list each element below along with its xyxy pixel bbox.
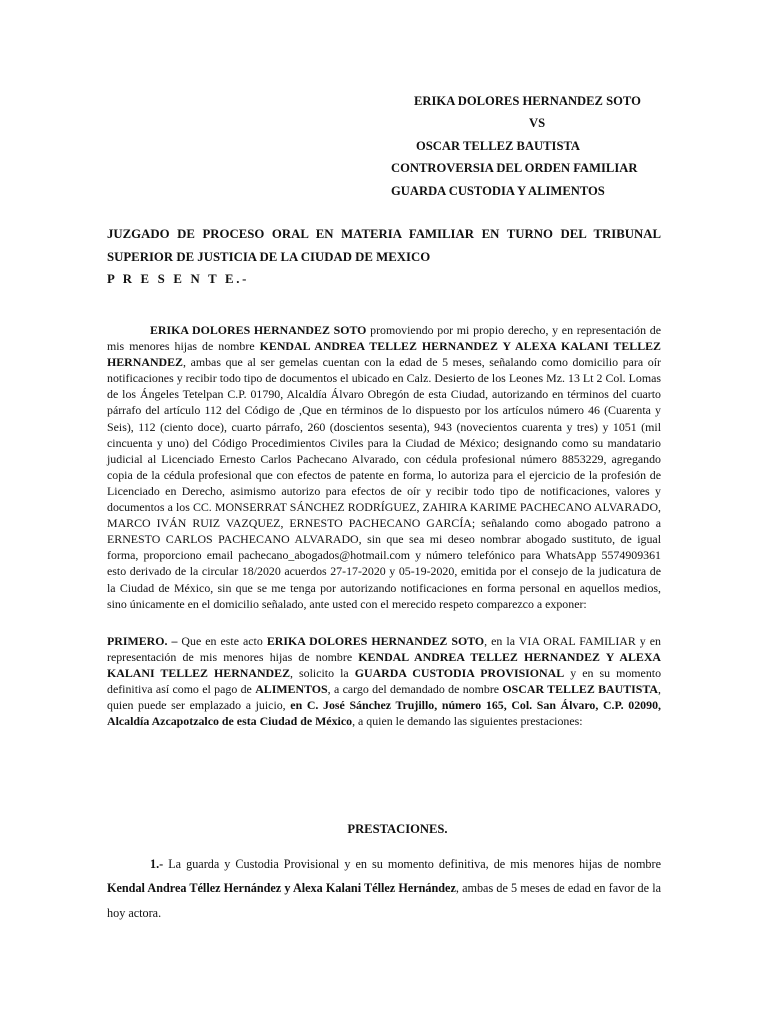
primero-text-4: y en su momento definitiva así como el pago de bbox=[107, 666, 662, 697]
versus-label: VS bbox=[529, 116, 546, 131]
court-name-line-2: SUPERIOR DE JUSTICIA DE LA CIUDAD DE MEXICO bbox=[107, 249, 431, 264]
court-address-block bbox=[107, 223, 661, 291]
case-caption bbox=[0, 90, 768, 202]
prestacion-number: 1.- bbox=[150, 857, 164, 871]
alimentos-bold: ALIMENTOS bbox=[255, 682, 328, 697]
case-matter: GUARDA CUSTODIA Y ALIMENTOS bbox=[391, 183, 605, 198]
court-name-line-1: JUZGADO DE PROCESO ORAL EN MATERIA FAMILIAR EN TURNO DEL TRIBUNAL bbox=[107, 227, 661, 241]
minors-names-bold: KENDAL ANDREA TELLEZ HERNANDEZ Y ALEXA KALANI TELLEZ HERNANDEZ bbox=[107, 339, 661, 370]
prestaciones-heading: PRESTACIONES. bbox=[347, 822, 448, 836]
plaintiff-name: ERIKA DOLORES HERNANDEZ SOTO bbox=[414, 94, 641, 108]
case-type: CONTROVERSIA DEL ORDEN FAMILIAR bbox=[391, 161, 638, 176]
primero-text-2: , en la VIA ORAL FAMILIAR y en representación de mis menores hijas de nombre bbox=[107, 634, 661, 665]
primero-label: PRIMERO. – bbox=[107, 634, 178, 648]
primero-text-5: , a cargo del demandado de nombre bbox=[327, 682, 503, 697]
intro-text-1: promoviendo por mi propio derecho, y en representación de mis menores hijas de nombre bbox=[107, 323, 661, 354]
prestacion-names-bold: Kendal Andrea Téllez Hernández y Alexa Kalani Téllez Hernández bbox=[107, 881, 456, 896]
defendant-name: OSCAR TELLEZ BAUTISTA bbox=[416, 138, 581, 153]
presente-salutation: P R E S E N T E.- bbox=[107, 272, 250, 286]
primero-paragraph bbox=[107, 633, 661, 730]
defendant-name-bold: OSCAR TELLEZ BAUTISTA bbox=[502, 682, 659, 697]
prestacion-item-1 bbox=[107, 852, 661, 925]
primero-text-3: , solicito la bbox=[290, 666, 355, 681]
primero-text-6: , quien puede ser emplazado a juicio, bbox=[107, 682, 661, 713]
custody-request-bold: GUARDA CUSTODIA PROVISIONAL bbox=[354, 666, 565, 681]
prestacion-text-2: , ambas de 5 meses de edad en favor de la hoy actora. bbox=[107, 881, 662, 920]
primero-text-7: , a quien le demando las siguientes prestaciones: bbox=[352, 714, 583, 729]
primero-plaintiff-bold: ERIKA DOLORES HERNANDEZ SOTO bbox=[266, 634, 485, 648]
intro-text-2: , ambas que al ser gemelas cuentan con la edad de 5 meses, señalando como domicilio para oír notificaciones y recibir todo tipo de documentos el ubicado en Calz. Desierto de los Leones Mz. 13 Lt 2 Col. Lomas de los Ángeles Tetelpan C.P. 01790, Alcaldía Álvaro Obregón de esta Ciudad, autorizando en términos del cuarto párrafo del artículo 112 del Código de ,Que en términos de lo dispuesto por los artículos número 46 (Cuarenta y Seis), 112 (ciento doce), cuarto párrafo, 260 (doscientos sesenta), 943 (novecientos cuarenta y tres) y 1051 (mil cincuenta y uno) del Código Procedimientos Civiles para la Ciudad de México; designando como su mandatario judicial al Licenciado Ernesto Carlos Pachecano Alvarado, con cédula profesional número 8853229, agregando copia de la cédula profesional que con efectos de patente en forma, lo autoriza para el ejercicio de la profesión de Licenciado en Derecho, asimismo autorizo para efectos de oír y recibir todo tipo de notificaciones, valores y documentos a los CC. MONSERRAT SÁNCHEZ RODRÍGUEZ, ZAHIRA KARIME PACHECANO ALVARADO, MARCO IVÁN RUIZ VAZQUEZ, ERNESTO PACHECANO GARCÍA; señalando como abogado patrono a ERNESTO CARLOS PACHECANO ALVARADO, sin que sea mi deseo nombrar abogado sustituto, de igual forma, proporciono email pachecano_abogados@hotmail.com y número telefónico para WhatsApp 5574909361 esto derivado de la circular 18/2020 acuerdos 27-17-2020 y 05-19-2020, emitida por el consejo de la judicatura de la Ciudad de México, sin que se me tenga por autorizando notificaciones en forma personal en aquellos medios, sino únicamente en el domicilio señalado, ante usted con el merecido respeto comparezco a exponer: bbox=[107, 355, 661, 611]
intro-paragraph bbox=[107, 322, 661, 612]
primero-minors-bold: KENDAL ANDREA TELLEZ HERNANDEZ Y ALEXA KALANI TELLEZ HERNANDEZ bbox=[107, 650, 661, 681]
primero-text-1: Que en este acto bbox=[177, 634, 267, 648]
prestacion-text-1: La guarda y Custodia Provisional y en su momento definitiva, de mis menores hijas de nombre bbox=[163, 857, 661, 871]
plaintiff-name-bold: ERIKA DOLORES HERNANDEZ SOTO bbox=[150, 323, 367, 337]
defendant-address-bold: en C. José Sánchez Trujillo, número 165, Col. San Álvaro, C.P. 02090, Alcaldía Azcapotzalco de esta Ciudad de México bbox=[107, 698, 661, 729]
